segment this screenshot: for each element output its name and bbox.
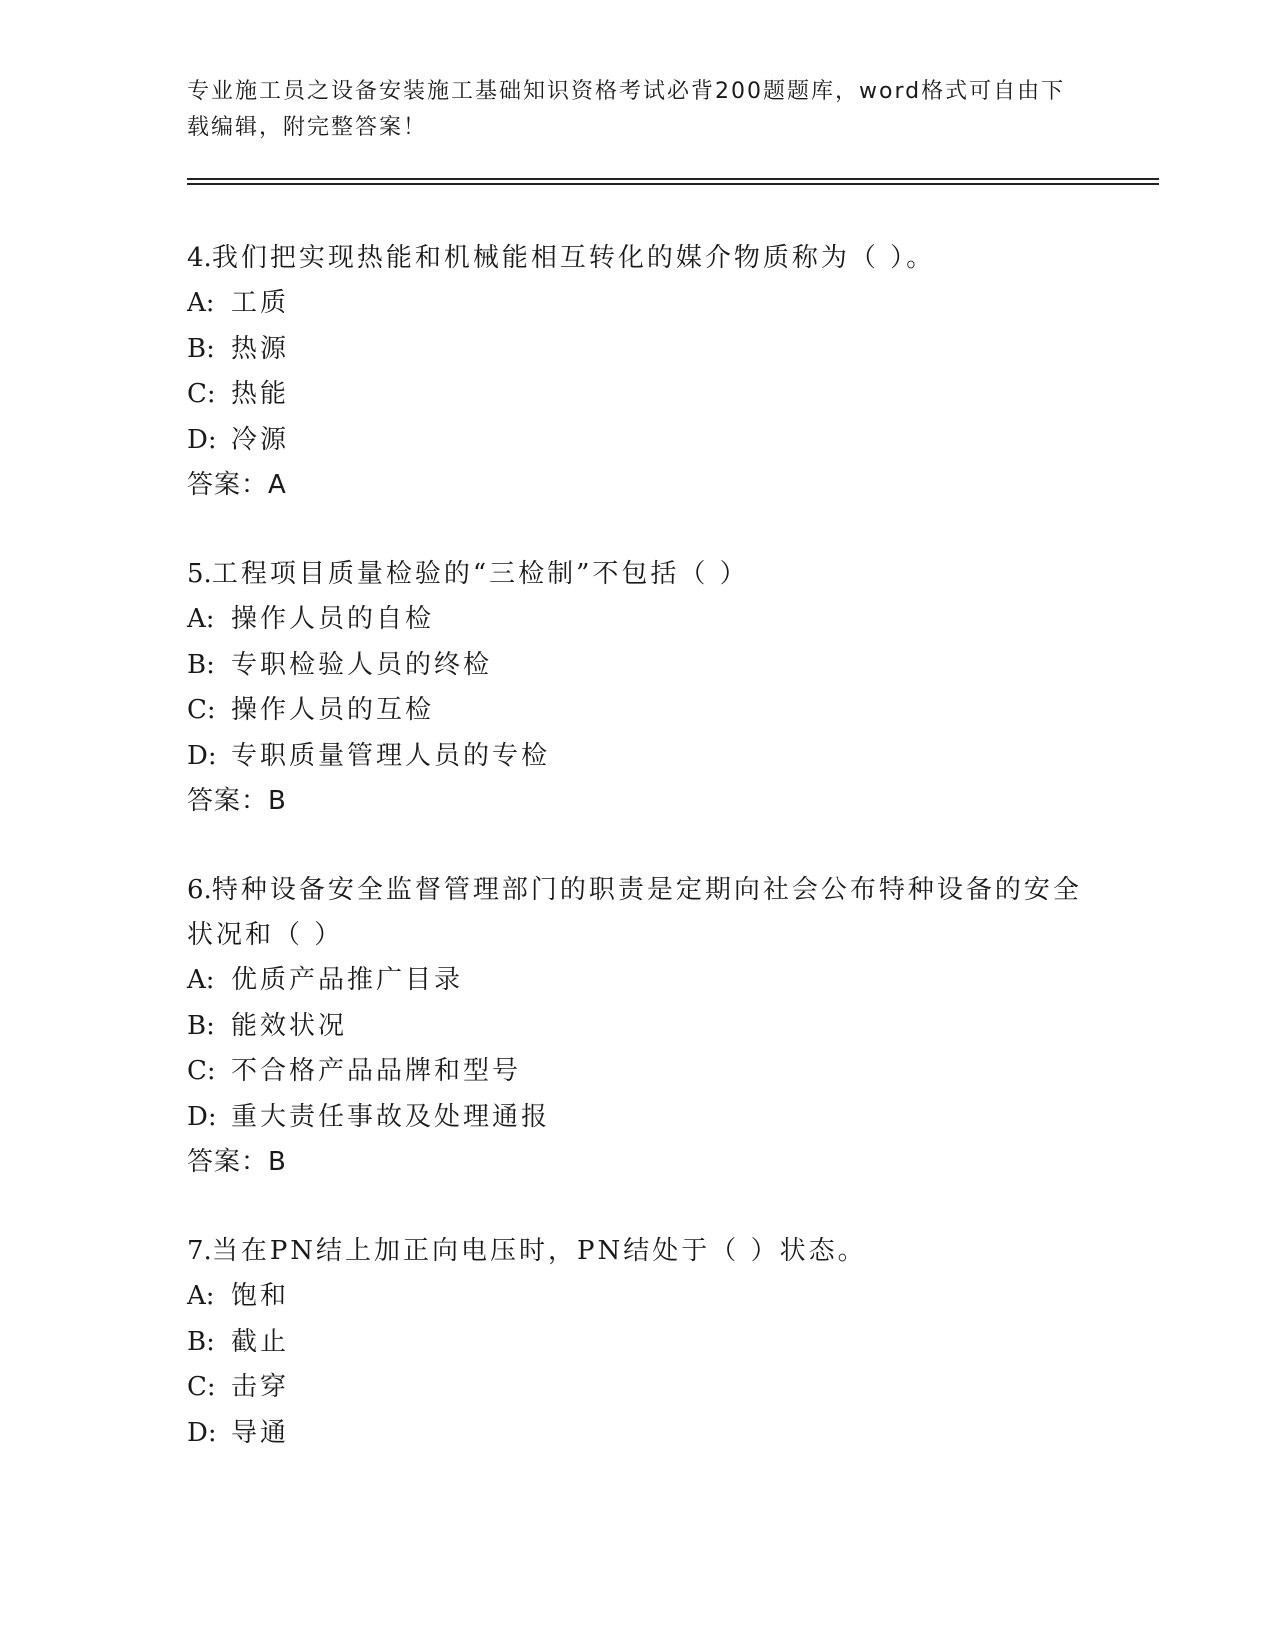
option-text: 专职检验人员的终检 [231,649,493,680]
option-text: 重大责任事故及处理通报 [231,1101,551,1132]
option-letter: B: [187,333,215,364]
question-text: 当在PN结上加正向电压时，PN结处于（ ）状态。 [211,1236,867,1266]
option-letter: D: [187,424,217,455]
option-d [187,734,1087,780]
option-b [187,1320,1087,1366]
question-stem [187,236,1087,281]
option-text: 饱和 [231,1281,290,1311]
question-number: 7. [187,1236,212,1266]
option-d [187,418,1087,464]
document-title: 专业施工员之设备安装施工基础知识资格考试必背200题题库，word格式可自由下载编辑，附完整答案！ [187,79,1066,140]
option-a [187,281,1087,327]
header-divider-bottom [187,183,1159,185]
option-text: 冷源 [231,424,290,455]
option-c [187,688,1087,734]
answer-line: 答案：A [187,470,287,500]
option-c [187,1365,1087,1411]
option-text: 热源 [231,333,290,364]
header-divider-top [187,178,1159,180]
question-text: 工程项目质量检验的“三检制”不包括（ ） [211,559,749,589]
question-stem [187,868,1087,958]
option-text: 不合格产品品牌和型号 [231,1056,522,1086]
option-letter: C: [187,1056,216,1086]
question-4 [187,236,1087,508]
question-text: 特种设备安全监督管理部门的职责是定期向社会公布特种设备的安全状况和（ ） [187,875,1082,950]
option-letter: D: [187,1101,217,1132]
question-stem [187,1229,1087,1274]
option-text: 截止 [231,1326,290,1357]
option-text: 操作人员的互检 [231,695,435,725]
answer-line: 答案：B [187,1147,287,1177]
option-d [187,1411,1087,1457]
option-text: 热能 [231,379,290,409]
option-letter: C: [187,379,216,409]
question-stem [187,552,1087,597]
option-letter: A: [187,288,215,318]
option-c [187,372,1087,418]
answer-line: 答案：B [187,786,287,816]
option-letter: A: [187,604,215,634]
option-a [187,597,1087,643]
option-letter: C: [187,1372,216,1402]
option-letter: C: [187,695,216,725]
question-7 [187,1229,1087,1456]
question-text: 我们把实现热能和机械能相互转化的媒介物质称为（ ）。 [211,243,936,273]
option-text: 能效状况 [231,1010,348,1041]
option-b [187,643,1087,689]
option-letter: B: [187,1326,215,1357]
question-number: 5. [187,559,212,589]
option-a [187,1274,1087,1320]
question-number: 6. [187,875,212,905]
option-letter: D: [187,1417,217,1448]
option-text: 操作人员的自检 [231,604,435,634]
option-c [187,1049,1087,1095]
option-text: 导通 [231,1417,290,1448]
question-list [187,236,1087,1500]
option-text: 击穿 [231,1372,290,1402]
option-text: 专职质量管理人员的专检 [231,740,551,771]
option-letter: D: [187,740,217,771]
option-letter: B: [187,649,215,680]
option-b [187,1004,1087,1050]
option-b [187,327,1087,373]
option-letter: A: [187,1281,215,1311]
option-a [187,958,1087,1004]
document-header [187,74,1067,146]
option-text: 优质产品推广目录 [231,965,464,995]
question-5 [187,552,1087,824]
question-number: 4. [187,243,212,273]
option-letter: B: [187,1010,215,1041]
option-d [187,1095,1087,1141]
option-letter: A: [187,965,215,995]
option-text: 工质 [231,288,290,318]
question-6 [187,868,1087,1185]
